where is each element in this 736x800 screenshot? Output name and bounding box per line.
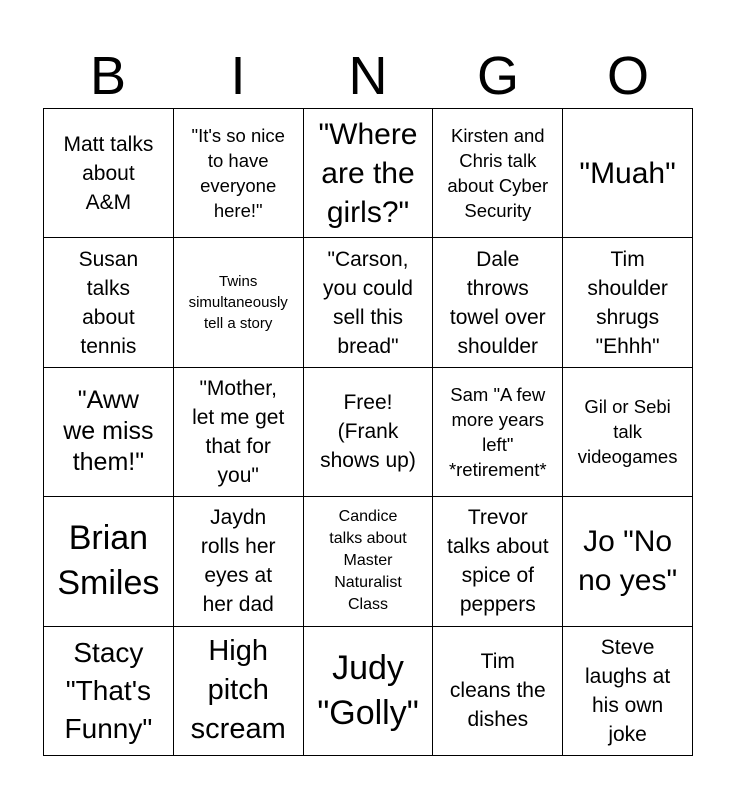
bingo-cell[interactable] [563,368,693,497]
cell-text: Judy "Golly" [317,648,419,732]
bingo-cell[interactable] [174,497,304,626]
free-space-cell[interactable] [304,368,434,497]
cell-text: "Mother, let me get that for you" [192,376,285,487]
bingo-cell[interactable] [304,627,434,756]
cell-text: Twins simultaneously tell a story [188,273,288,333]
bingo-cell[interactable] [44,238,174,367]
bingo-cell[interactable] [433,109,563,238]
bingo-cell[interactable] [433,627,563,756]
cell-text: "Muah" [579,156,676,190]
header-letter-g: G [476,46,519,106]
bingo-cell[interactable] [44,627,174,756]
bingo-cell[interactable] [304,238,434,367]
bingo-header [43,44,693,108]
cell-text: "Where are the girls?" [318,117,418,229]
cell-text: Kirsten and Chris talk about Cyber Security [447,125,549,222]
cell-text: Brian Smiles [57,519,160,603]
cell-text: Candice talks about Master Naturalist Class [329,508,407,614]
header-letter-o: O [606,46,649,106]
bingo-cell[interactable] [174,627,304,756]
bingo-cell[interactable] [563,497,693,626]
bingo-cell[interactable] [433,368,563,497]
header-letter-n: N [348,46,388,106]
bingo-board [43,108,693,756]
cell-text: "It's so nice to have everyone here!" [191,125,285,222]
cell-text: Free! (Frank shows up) [320,391,416,473]
cell-text: Susan talks about tennis [78,247,139,358]
cell-text: High pitch scream [190,635,286,746]
cell-text: Stacy "That's Funny" [64,636,153,744]
cell-text: "Carson, you could sell this bread" [323,247,413,358]
bingo-cell[interactable] [563,109,693,238]
cell-text: "Aww we miss them!" [63,386,154,477]
header-letter-b: B [89,46,127,106]
bingo-cell[interactable] [174,238,304,367]
cell-text: Jaydn rolls her eyes at her dad [200,506,276,617]
bingo-cell[interactable] [44,109,174,238]
cell-text: Matt talks about A&M [63,132,154,214]
bingo-cell[interactable] [563,627,693,756]
bingo-cell[interactable] [433,497,563,626]
cell-text: Sam "A few more years left" *retirement* [448,383,547,480]
cell-text: Tim cleans the dishes [449,650,546,732]
cell-text: Jo "No no yes" [578,525,678,598]
header-letter-i: I [230,46,246,106]
cell-text: Dale throws towel over shoulder [449,247,546,358]
bingo-cell[interactable] [44,368,174,497]
cell-text: Trevor talks about spice of peppers [447,506,549,617]
cell-text: Tim shoulder shrugs "Ehhh" [587,247,668,358]
bingo-cell[interactable] [44,497,174,626]
bingo-cell[interactable] [563,238,693,367]
cell-text: Steve laughs at his own joke [584,635,671,746]
bingo-cell[interactable] [174,368,304,497]
cell-text: Gil or Sebi talk videogames [577,396,678,468]
bingo-cell[interactable] [304,497,434,626]
bingo-cell[interactable] [433,238,563,367]
bingo-cell[interactable] [174,109,304,238]
bingo-cell[interactable] [304,109,434,238]
